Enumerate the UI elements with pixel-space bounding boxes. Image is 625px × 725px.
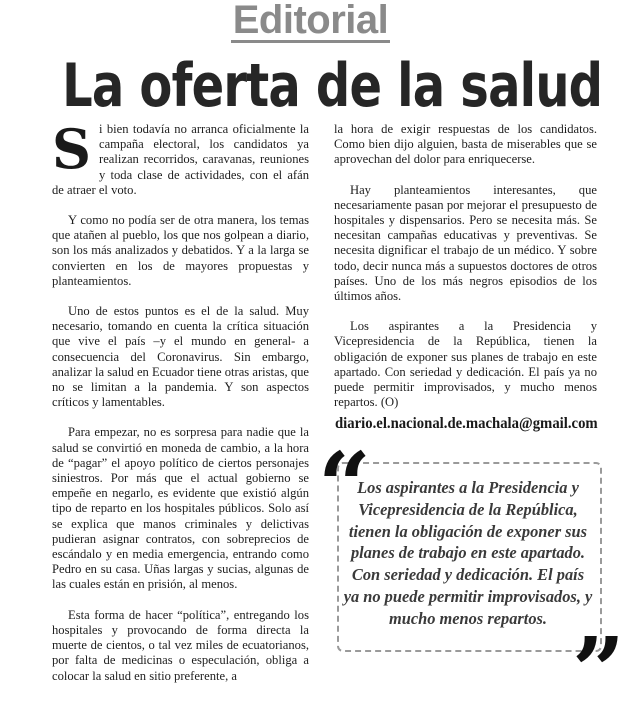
section-label xyxy=(0,0,621,43)
drop-cap: S xyxy=(52,117,91,181)
headline: La oferta de la salud xyxy=(62,51,603,121)
paragraph: Y como no podía ser de otra manera, los temas que atañen al pueblo, los que nos golpean a diario, son los más analizados y debatidos. Y a la larga se convierten en los de mayores propuestas y planteamientos. xyxy=(52,213,309,288)
contact-email: diario.el.nacional.de.machala@gmail.com xyxy=(335,415,598,432)
paragraph: la hora de exigir respuestas de los candidatos. Como bien dijo alguien, basta de miserables que se aprovechan del dolor para enriquecerse. xyxy=(334,122,597,167)
paragraph: Si bien todavía no arranca oficialmente la campaña electoral, los candidatos ya realizan recorridos, caravanas, reuniones y toda clase de actividades, con el afán de atraer el voto. xyxy=(52,117,309,197)
paragraph: Uno de estos puntos es el de la salud. Muy necesario, tomando en cuenta la crítica situación que vive el país –y el mundo en general- a consecuencia del Coronavirus. Sin embargo, analizar la salud en Ecuador tiene otras aristas, que no se limitan a la pandemia. Y son aspectos críticos y lamentables. xyxy=(52,304,310,410)
section-title: Editorial xyxy=(232,0,389,42)
open-quote-mark: “ xyxy=(318,432,371,540)
paragraph: Para empezar, no es sorpresa para nadie que la salud se convirtió en moneda de cambio, a la hora de “pagar” el apoyo político de ciertos personajes siniestros. Por más que el actual gobierno se empeñe en negarlo, es evidente que existió algún tipo de reparto en los hospitales públicos. Solo así se explica que manos criminales y delictivas pudieran asignar contratos, con sobreprecios de escándalo y en media emergencia, entrando como Pedro en su casa. Uñas largas y sucias, algunas de las cuales están en prisión, al menos. xyxy=(52,425,309,592)
pull-quote-text: Los aspirantes a la Presidencia y Vicepresidencia de la República, tienen la obligación de exponer sus planes de trabajo en este apartado. Con seriedad y dedicación. El país ya no puede permitir improvisados, y mucho menos repartos. xyxy=(343,478,593,628)
close-quote-mark: ” xyxy=(572,617,625,725)
paragraph: Los aspirantes a la Presidencia y Vicepresidencia de la República, tienen la obligación de exponer sus planes de trabajo en este apartado. Con seriedad y dedicación. El país ya no puede permitir improvisados, y mucho menos repartos. (O) xyxy=(334,319,597,410)
right-column xyxy=(334,122,597,425)
left-column xyxy=(52,117,310,699)
paragraph: Hay planteamientos interesantes, que necesariamente pasan por mejorar el presupuesto de hospitales y dispensarios. Pero se necesita más. Se necesitan campañas educativas y preventivas. Se necesita dignificar el trabajo de un médico. Y sobre todo, decir nunca más a supuestos doctores de otros países. Uno de los más negros episodios de los últimos años. xyxy=(334,182,597,304)
paragraph: Esta forma de hacer “política”, entregando los hospitales y provocando de forma directa la muerte de cientos, o tal vez miles de ecuatorianos, por falta de medicinas o especulación, obliga a colocar la salud en sitio preferente, a xyxy=(52,607,309,683)
